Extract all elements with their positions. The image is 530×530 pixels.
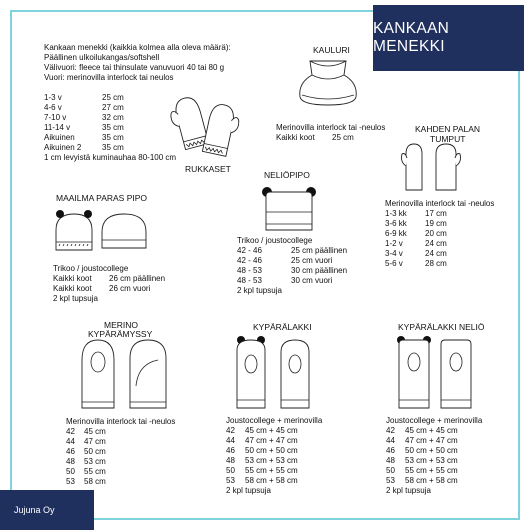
merino-title-line2: KYPÄRÄMYSSY [88,329,153,339]
kyparalakki-title: KYPÄRÄLAKKI [253,322,312,332]
kyparalakki-nelio-title: KYPÄRÄLAKKI NELIÖ [398,322,485,332]
intro-line-1: Kankaan menekki (kaikkia kolmea alla oleva määrä): [44,43,231,52]
beanies-illustration [52,206,154,258]
kyparalakki-nelio-fabric: Joustocollege + merinovilla [386,416,483,425]
mittens-illustration [172,90,240,162]
neliopipo-title: NELIÖPIPO [264,170,310,180]
pipo-fabric: Trikoo / joustocollege [53,264,129,273]
intro-note: 1 cm levyistä kuminauhaa 80-100 cm [44,153,177,162]
tumput-fabric: Merinovilla interlock tai -neulos [385,199,495,208]
tumput-title-line1: KAHDEN PALAN [415,124,481,134]
square-beanie-illustration [258,182,320,234]
balaclava-illustration [76,338,176,410]
square-helmet-hat-illustration [395,334,477,410]
kauluri-title: KAULURI [313,45,350,55]
footer-brand: Jujuna Oy [0,490,94,530]
rukkaset-title: RUKKASET [185,164,231,174]
intro-line-4: Vuori: merinovilla interlock tai neulos [44,73,174,82]
intro-line-2: Päällinen ulkoilukangas/softshell [44,53,160,62]
merino-fabric: Merinovilla interlock tai -neulos [66,417,176,426]
pipo-title: MAAILMA PARAS PIPO [56,193,148,203]
tumput-title-line2: TUMPUT [430,134,466,144]
page-title: KANKAAN MENEKKI [373,5,524,71]
kyparalakki-note: 2 kpl tupsuja [226,486,271,495]
kyparalakki-nelio-note: 2 kpl tupsuja [386,486,431,495]
neck-warmer-illustration [298,57,358,107]
kyparalakki-fabric: Joustocollege + merinovilla [226,416,323,425]
merino-title-line1: MERINO [104,320,138,330]
kauluri-fabric: Merinovilla interlock tai -neulos [276,123,386,132]
neliopipo-fabric: Trikoo / joustocollege [237,236,313,245]
intro-line-3: Välivuori: fleece tai thinsulate vanuvuori 40 tai 80 g [44,63,225,72]
pipo-note: 2 kpl tupsuja [53,294,98,303]
helmet-hat-illustration [235,334,315,410]
two-piece-mittens-illustration [400,140,468,192]
neliopipo-note: 2 kpl tupsuja [237,286,282,295]
